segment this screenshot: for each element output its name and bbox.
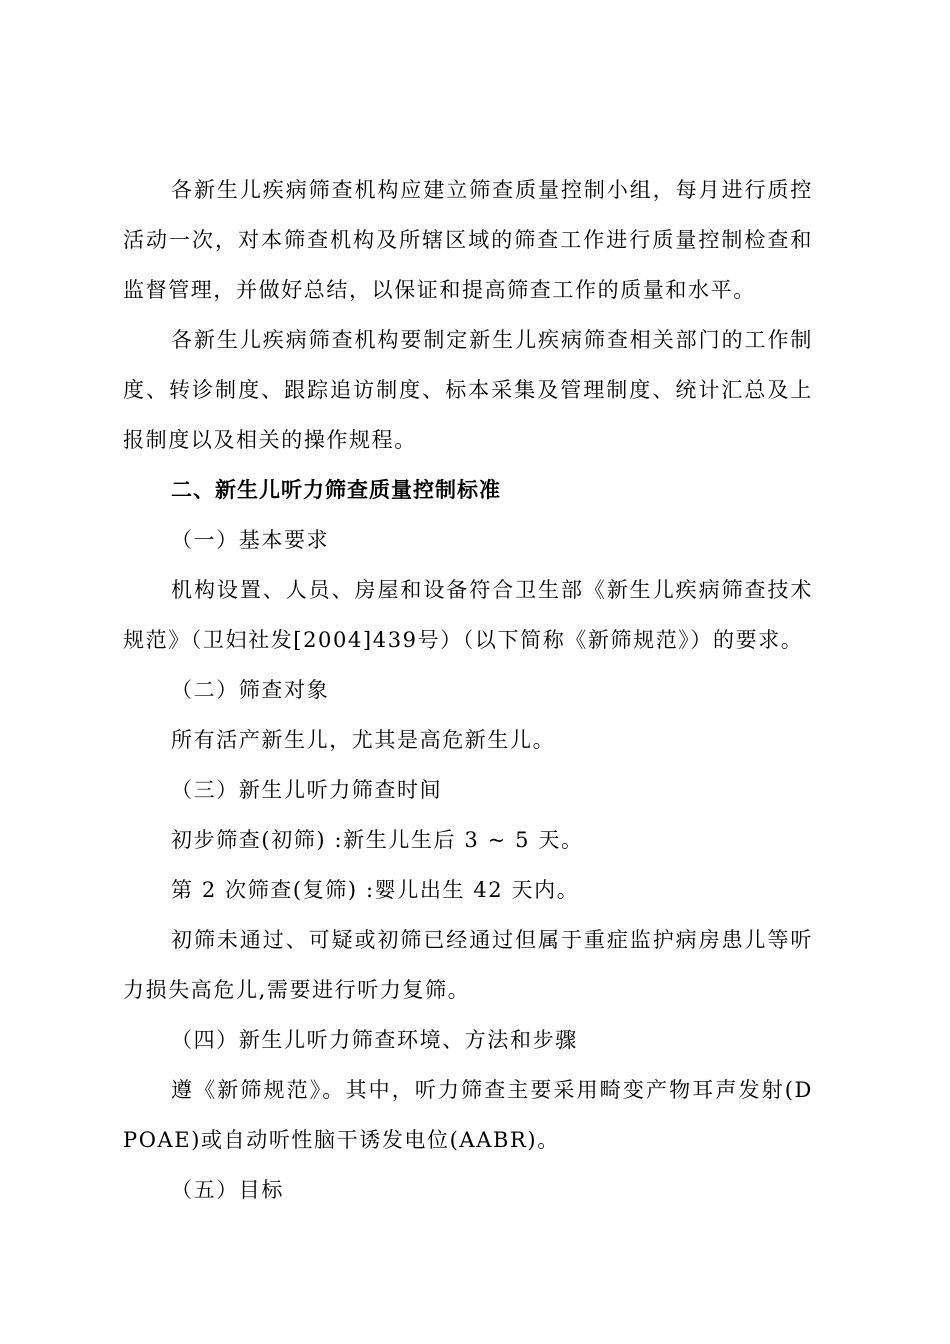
subheading-goals: （五）目标 xyxy=(171,1178,284,1202)
paragraph-rescreening: 初筛未通过、可疑或初筛已经通过但属于重症监护病房患儿等听力损失高危儿,需要进行听力复筛。 xyxy=(123,928,813,1002)
subheading-screening-time: （三）新生儿听力筛查时间 xyxy=(171,778,443,802)
paragraph-qc-group: 各新生儿疾病筛查机构应建立筛查质量控制小组，每月进行质控活动一次，对本筛查机构及所辖区域的筛查工作进行质量控制检查和监督管理，并做好总结，以保证和提高筛查工作的质量和水平。 xyxy=(123,178,813,302)
document-body xyxy=(123,165,813,1215)
subheading-screening-targets: （二）筛查对象 xyxy=(171,678,330,702)
paragraph-regulations: 各新生儿疾病筛查机构要制定新生儿疾病筛查相关部门的工作制度、转诊制度、跟踪追访制度、标本采集及管理制度、统计汇总及上报制度以及相关的操作规程。 xyxy=(123,328,813,452)
subheading-basic-requirements: （一）基本要求 xyxy=(171,528,330,552)
subheading-environment-methods: （四）新生儿听力筛查环境、方法和步骤 xyxy=(171,1028,578,1052)
paragraph-screening-targets: 所有活产新生儿，尤其是高危新生儿。 xyxy=(171,728,556,752)
paragraph-second-screening: 第 2 次筛查(复筛) :婴儿出生 42 天内。 xyxy=(171,878,580,902)
paragraph-initial-screening: 初步筛查(初筛) :新生儿生后 3 ~ 5 天。 xyxy=(171,828,584,852)
paragraph-basic-requirements: 机构设置、人员、房屋和设备符合卫生部《新生儿疾病筛查技术规范》（卫妇社发[2004]439号）（以下简称《新筛规范》）的要求。 xyxy=(123,578,813,652)
section-heading-hearing-qc: 二、新生儿听力筛查质量控制标准 xyxy=(171,478,501,502)
paragraph-methods: 遵《新筛规范》。其中，听力筛查主要采用畸变产物耳声发射(DPOAE)或自动听性脑干诱发电位(AABR)。 xyxy=(123,1078,813,1152)
